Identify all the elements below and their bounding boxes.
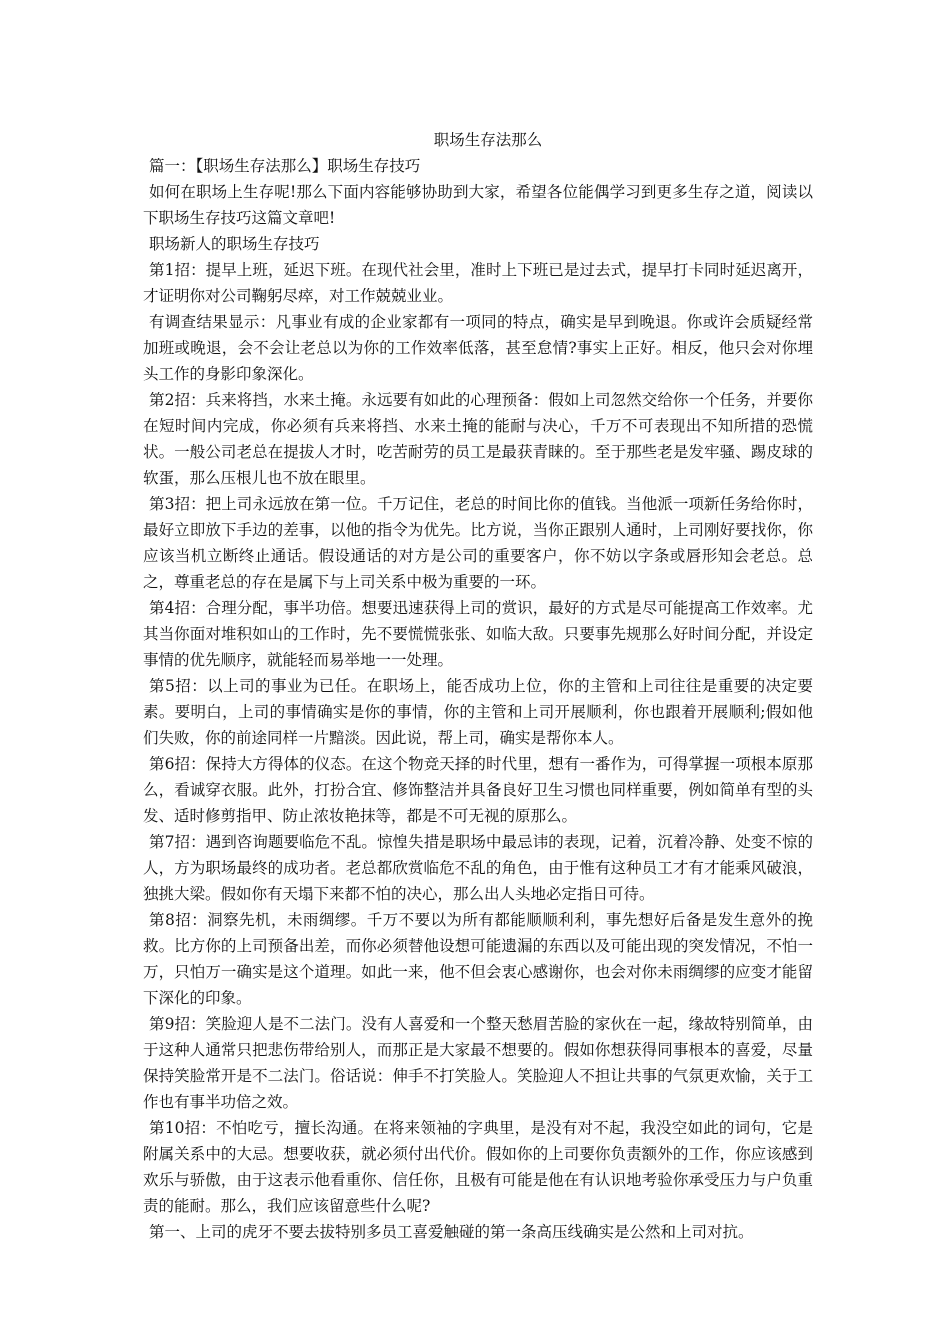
paragraph-tip-5: 第5招：以上司的事业为已任。在职场上，能否成功上位，你的主管和上司往往是重要的决定要素。要明白，上司的事情确实是你的事情，你的主管和上司开展顺利，你也跟着开展顺利;假如他们失败，你的前途同样一片黯淡。因此说，帮上司，确实是帮你本人。 [143, 677, 813, 747]
paragraph-tip-10: 第10招：不怕吃亏，擅长沟通。在将来领袖的字典里，是没有对不起，我没空如此的词句，它是附属关系中的大忌。想要收获，就必须付出代价。假如你的上司要你负责额外的工作，你应该感到欢乐与骄傲，由于这表示他看重你、信任你，且极有可能是他在有认识地考验你承受压力与户负重责的能耐。那么，我们应该留意些什么呢? [143, 1119, 813, 1215]
paragraph: 第一、上司的虎牙不要去拔特别多员工喜爱触碰的第一条高压线确实是公然和上司对抗。 [149, 1223, 754, 1241]
document-body [143, 127, 813, 1245]
paragraph-tip-9: 第9招：笑脸迎人是不二法门。没有人喜爱和一个整天愁眉苦脸的家伙在一起，缘故特别简单，由于这种人通常只把悲伤带给别人，而那正是大家最不想要的。假如你想获得同事根本的喜爱，尽量保持笑脸常开是不二法门。俗话说：伸手不打笑脸人。笑脸迎人不担让共事的气氛更欢愉，关于工作也有事半功倍之效。 [143, 1015, 813, 1111]
paragraph-tip-2: 第2招：兵来将挡，水来土掩。永远要有如此的心理预备：假如上司忽然交给你一个任务，并要你在短时间内完成，你必须有兵来将挡、水来土掩的能耐与决心，千万不可表现出不知所措的恐慌状。一般公司老总在提拔人才时，吃苦耐劳的员工是最获青睐的。至于那些老是发牢骚、踢皮球的软蛋，那么压根儿也不放在眼里。 [143, 391, 813, 487]
section-heading: 篇一：【职场生存法那么】职场生存技巧 [149, 157, 421, 175]
paragraph-tip-3: 第3招：把上司永远放在第一位。千万记住，老总的时间比你的值钱。当他派一项新任务给你时，最好立即放下手边的差事，以他的指令为优先。比方说，当你正跟别人通时，上司刚好要找你，你应该当机立断终止通话。假设通话的对方是公司的重要客户，你不妨以字条或唇形知会老总。总之，尊重老总的存在是属下与上司关系中极为重要的一环。 [143, 495, 813, 591]
paragraph-tip-6: 第6招：保持大方得体的仪态。在这个物竞天择的时代里，想有一番作为，可得掌握一项根本原那么，看诚穿衣服。此外，打扮合宜、修饰整洁并具备良好卫生习惯也同样重要，例如简单有型的头发、适时修剪指甲、防止浓妆艳抹等，都是不可无视的原那么。 [143, 755, 813, 825]
paragraph-tip-4: 第4招：合理分配，事半功倍。想要迅速获得上司的赏识，最好的方式是尽可能提高工作效率。尤其当你面对堆积如山的工作时，先不要慌慌张张、如临大敌。只要事先规那么好时间分配，并设定事情的优先顺序，就能轻而易举地一一处理。 [143, 599, 813, 669]
document-title: 职场生存法那么 [433, 131, 543, 149]
paragraph: 如何在职场上生存呢!那么下面内容能够协助到大家，希望各位能偶学习到更多生存之道，阅读以下职场生存技巧这篇文章吧! [143, 183, 813, 227]
subheading: 职场新人的职场生存技巧 [149, 235, 320, 253]
paragraph-tip-8: 第8招：洞察先机，未雨绸缪。千万不要以为所有都能顺顺利利，事先想好后备是发生意外的挽救。比方你的上司预备出差，而你必须替他设想可能遗漏的东西以及可能出现的突发情况，不怕一万，只怕万一确实是这个道理。如此一来，他不但会衷心感谢你，也会对你未雨绸缪的应变才能留下深化的印象。 [143, 911, 813, 1007]
paragraph: 有调查结果显示：凡事业有成的企业家都有一项同的特点，确实是早到晚退。你或许会质疑经常加班或晚退，会不会让老总以为你的工作效率低落，甚至怠情?事实上正好。相反，他只会对你埋头工作的身影印象深化。 [143, 313, 813, 383]
paragraph-tip-7: 第7招：遇到咨询题要临危不乱。惊惶失措是职场中最忌讳的表现，记着，沉着冷静、处变不惊的人，方为职场最终的成功者。老总都欣赏临危不乱的角色，由于惟有这种员工才有才能乘风破浪，独挑大梁。假如你有天塌下来都不怕的决心，那么出人头地必定指日可待。 [143, 833, 813, 903]
paragraph-tip-1: 第1招：提早上班，延迟下班。在现代社会里，准时上下班已是过去式，提早打卡同时延迟离开，才证明你对公司鞠躬尽瘁，对工作兢兢业业。 [143, 261, 813, 305]
